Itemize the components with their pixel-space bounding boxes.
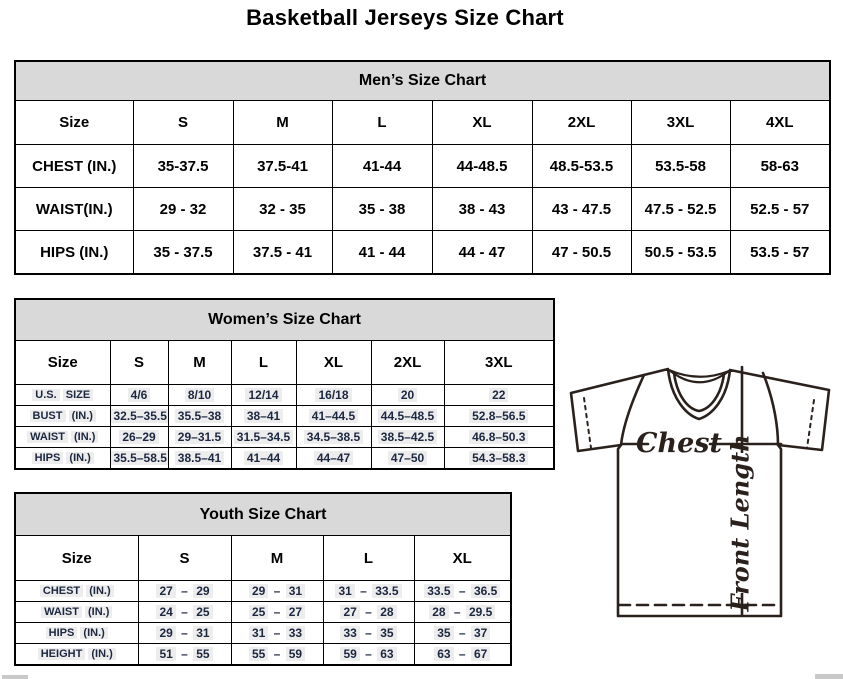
womens-col-header-m: M [168,341,231,385]
bottom-left-fragment [2,675,28,679]
front-length-label: Front Length [725,434,755,612]
value-cell: 53.5 - 57 [730,231,830,275]
value-cell: 44–47 [296,448,371,470]
value-cell: 20 [371,385,444,406]
value-cell: 34.5–38.5 [296,427,371,448]
value-cell: 52.8–56.5 [444,406,554,427]
youth-col-header-xl: XL [414,536,511,581]
value-cell: 41-44 [332,145,432,188]
value-cell: 4/6 [110,385,168,406]
mens-size-label: Size [15,101,133,145]
value-cell: 47 - 50.5 [532,231,631,275]
page-title: Basketball Jerseys Size Chart [246,5,564,30]
value-cell: 31.5–34.5 [231,427,296,448]
value-cell: 33 – 35 [323,623,414,644]
youth-size-table [14,492,512,666]
row-label: BUST (IN.) [15,406,110,427]
value-cell: 44.5–48.5 [371,406,444,427]
value-cell: 41–44 [231,448,296,470]
youth-row-height-in [15,644,511,666]
womens-row-hips-in [15,448,554,470]
value-cell: 37.5 - 41 [233,231,332,275]
womens-col-header-2xl: 2XL [371,341,444,385]
row-label: HIPS (IN.) [15,448,110,470]
womens-row-u-s-size [15,385,554,406]
value-cell: 51 – 55 [138,644,231,666]
womens-size-table [14,298,555,470]
value-cell: 35 - 37.5 [133,231,233,275]
value-cell: 25 – 27 [231,602,323,623]
womens-size-label: Size [15,341,110,385]
value-cell: 41–44.5 [296,406,371,427]
womens-col-header-s: S [110,341,168,385]
value-cell: 22 [444,385,554,406]
row-label: HIPS (IN.) [15,231,133,275]
value-cell: 47.5 - 52.5 [631,188,730,231]
row-label: WAIST (IN.) [15,427,110,448]
value-cell: 27 – 28 [323,602,414,623]
value-cell: 38–41 [231,406,296,427]
mens-row-waist-in [15,188,830,231]
value-cell: 28 – 29.5 [414,602,511,623]
jersey-diagram-svg [551,353,841,631]
mens-col-header-2xl: 2XL [532,101,631,145]
value-cell: 35.5–38 [168,406,231,427]
mens-col-header-3xl: 3XL [631,101,730,145]
value-cell: 55 – 59 [231,644,323,666]
jersey-body-outline [571,369,829,616]
value-cell: 27 – 29 [138,581,231,602]
value-cell: 47–50 [371,448,444,470]
value-cell: 59 – 63 [323,644,414,666]
value-cell: 37.5-41 [233,145,332,188]
value-cell: 35.5–58.5 [110,448,168,470]
row-label: HEIGHT (IN.) [15,644,138,666]
value-cell: 35 - 38 [332,188,432,231]
row-label: WAIST (IN.) [15,602,138,623]
value-cell: 8/10 [168,385,231,406]
youth-row-hips-in [15,623,511,644]
value-cell: 54.3–58.3 [444,448,554,470]
mens-size-table [14,60,831,275]
value-cell: 16/18 [296,385,371,406]
value-cell: 32 - 35 [233,188,332,231]
value-cell: 38.5–41 [168,448,231,470]
value-cell: 44-48.5 [432,145,532,188]
womens-col-header-l: L [231,341,296,385]
row-label: CHEST (IN.) [15,581,138,602]
value-cell: 53.5-58 [631,145,730,188]
value-cell: 58-63 [730,145,830,188]
youth-row-chest-in [15,581,511,602]
value-cell: 24 – 25 [138,602,231,623]
youth-col-header-s: S [138,536,231,581]
value-cell: 48.5-53.5 [532,145,631,188]
youth-size-label: Size [15,536,138,581]
jersey-measurement-diagram [551,353,841,631]
mens-col-header-s: S [133,101,233,145]
value-cell: 63 – 67 [414,644,511,666]
value-cell: 44 - 47 [432,231,532,275]
mens-col-header-4xl: 4XL [730,101,830,145]
row-label: CHEST (IN.) [15,145,133,188]
value-cell: 29–31.5 [168,427,231,448]
value-cell: 29 – 31 [231,581,323,602]
value-cell: 35 – 37 [414,623,511,644]
value-cell: 31 – 33 [231,623,323,644]
value-cell: 38.5–42.5 [371,427,444,448]
womens-row-bust-in [15,406,554,427]
womens-col-header-xl: XL [296,341,371,385]
value-cell: 43 - 47.5 [532,188,631,231]
value-cell: 33.5 – 36.5 [414,581,511,602]
value-cell: 52.5 - 57 [730,188,830,231]
value-cell: 29 – 31 [138,623,231,644]
youth-table-title: Youth Size Chart [15,493,511,536]
value-cell: 29 - 32 [133,188,233,231]
value-cell: 38 - 43 [432,188,532,231]
mens-table-title: Men’s Size Chart [15,61,830,101]
youth-row-waist-in [15,602,511,623]
womens-row-waist-in [15,427,554,448]
row-label: WAIST(IN.) [15,188,133,231]
row-label: HIPS (IN.) [15,623,138,644]
value-cell: 26–29 [110,427,168,448]
bottom-right-fragment [815,674,843,679]
value-cell: 50.5 - 53.5 [631,231,730,275]
youth-col-header-l: L [323,536,414,581]
value-cell: 35-37.5 [133,145,233,188]
mens-col-header-xl: XL [432,101,532,145]
value-cell: 46.8–50.3 [444,427,554,448]
value-cell: 12/14 [231,385,296,406]
youth-col-header-m: M [231,536,323,581]
row-label: U.S. SIZE [15,385,110,406]
value-cell: 31 – 33.5 [323,581,414,602]
womens-col-header-3xl: 3XL [444,341,554,385]
mens-col-header-m: M [233,101,332,145]
mens-col-header-l: L [332,101,432,145]
chest-label: Chest [636,428,722,459]
mens-row-chest-in [15,145,830,188]
mens-row-hips-in [15,231,830,275]
value-cell: 32.5–35.5 [110,406,168,427]
womens-table-title: Women’s Size Chart [15,299,554,341]
value-cell: 41 - 44 [332,231,432,275]
